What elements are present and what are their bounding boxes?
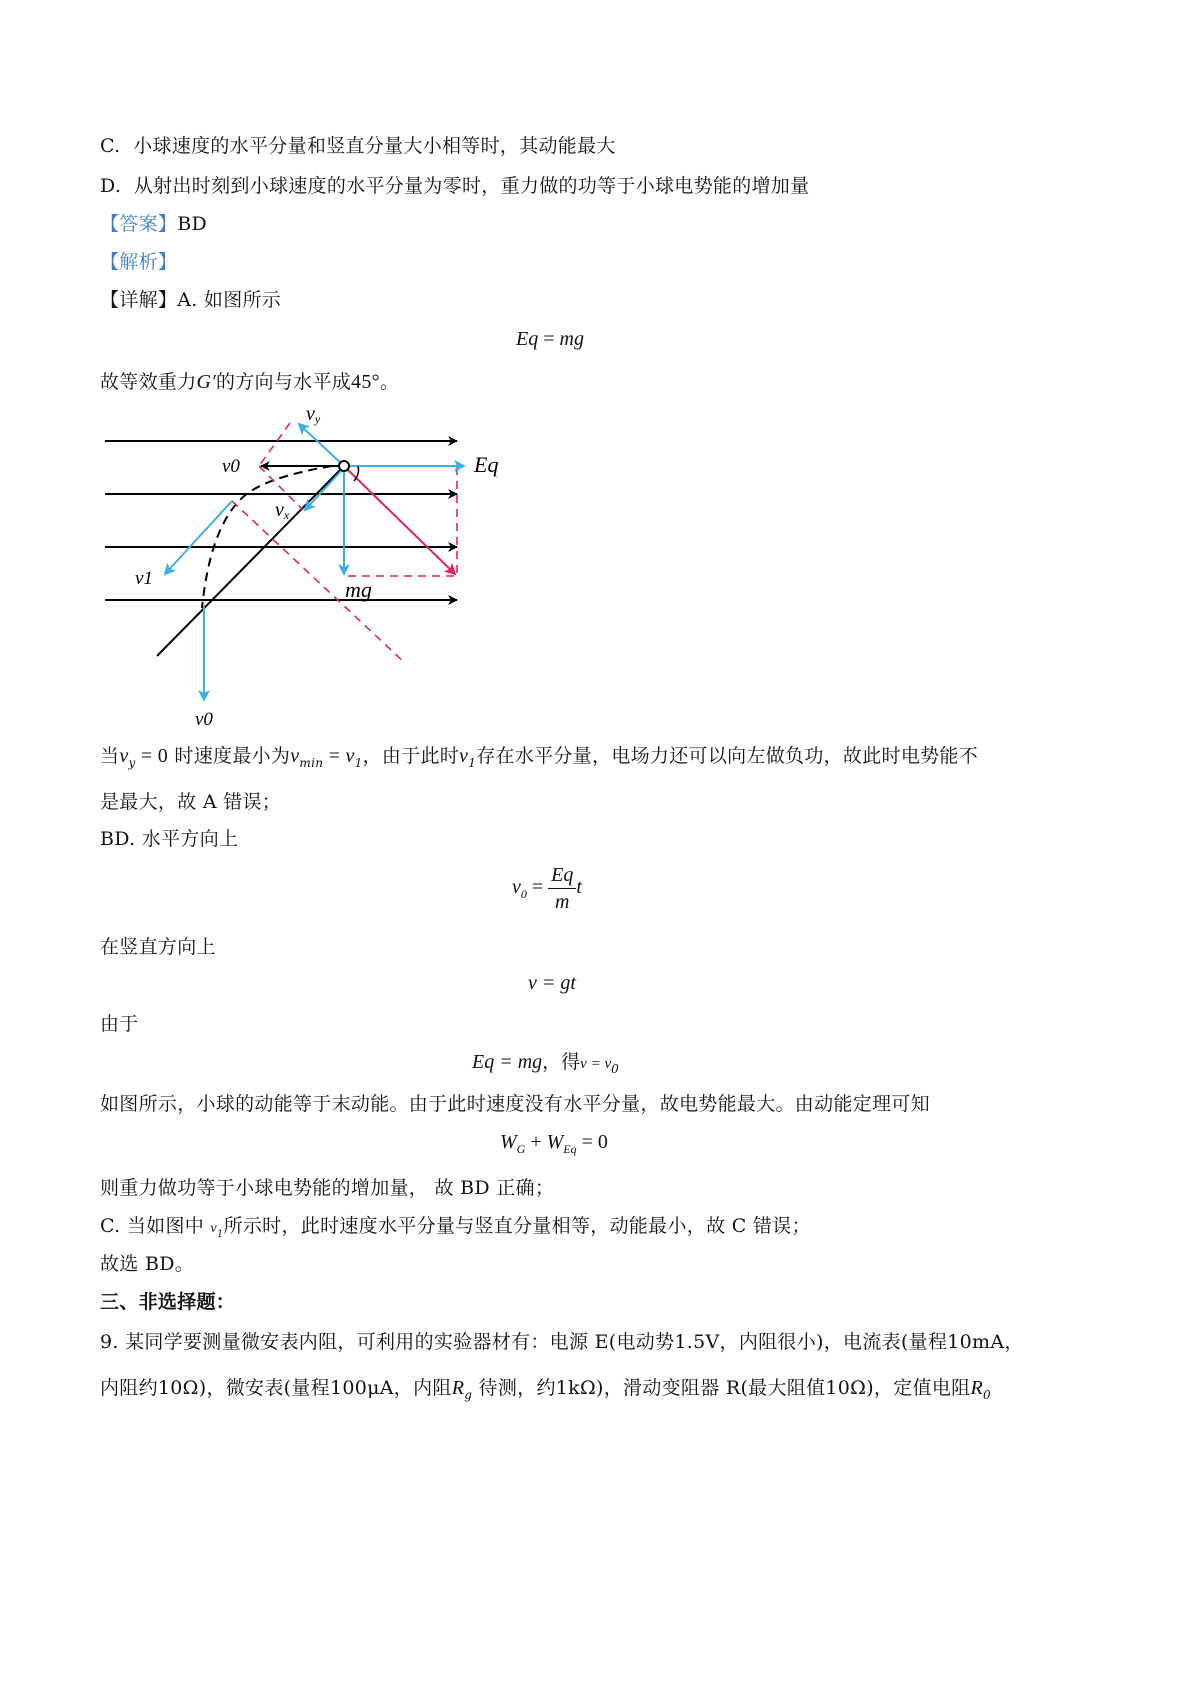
eq5-w2-sub: Eq xyxy=(563,1142,577,1156)
paragraph-c-wrong xyxy=(100,1214,811,1247)
p1-eq: = xyxy=(323,745,346,767)
label-v1: v1 xyxy=(135,568,153,589)
p1-vmin-sub: min xyxy=(299,756,324,770)
p1-v1: v xyxy=(345,745,355,767)
p1-v1b: v xyxy=(459,745,469,767)
paragraph-bd-correct: 则重力做功等于小球电势能的增加量， 故 BD 正确； xyxy=(100,1177,555,1199)
p8-sub: 1 xyxy=(216,1229,224,1240)
eq2-fraction xyxy=(548,862,576,915)
paragraph-bd-horizontal: BD. 水平方向上 xyxy=(100,828,239,850)
force-velocity-diagram xyxy=(100,400,520,740)
label-v0-bottom: v0 xyxy=(195,709,213,730)
paragraph-choose-bd: 故选 BD。 xyxy=(100,1253,195,1275)
label-v0-top: v0 xyxy=(222,456,240,477)
g-prime-symbol: G′ xyxy=(196,371,216,393)
p1-a: 当 xyxy=(100,745,120,767)
q9-rg-sub: g xyxy=(464,1388,473,1402)
g-prime-line xyxy=(100,370,399,394)
paragraph-because: 由于 xyxy=(100,1013,139,1035)
vy-arrow xyxy=(299,424,344,466)
vx-arrow xyxy=(305,470,342,510)
q9-rg: R xyxy=(451,1377,465,1399)
label-vy: vy xyxy=(306,403,321,426)
eq4-rhs: v = v xyxy=(580,1056,612,1072)
analysis-tag: 【解析】 xyxy=(100,251,178,273)
eq5-w2: W xyxy=(546,1131,564,1153)
equation-work xyxy=(500,1130,608,1161)
red-dashed-1 xyxy=(259,423,290,466)
eq5-w1-sub: G xyxy=(516,1142,526,1156)
eq2-den: m xyxy=(555,891,570,913)
resultant-arrow xyxy=(348,470,455,574)
eq4-mid: ，得 xyxy=(542,1051,581,1073)
q9-r0: R xyxy=(970,1377,983,1399)
paragraph-a-wrong: 是最大，故 A 错误； xyxy=(100,791,282,813)
equation-eq-mg xyxy=(516,327,584,351)
p1-v1-sub: 1 xyxy=(354,756,363,770)
option-c-label: C. xyxy=(100,135,121,157)
q9-line2-b: 待测，约1kΩ)，滑动变阻器 R(最大阻值10Ω)，定值电阻 xyxy=(472,1377,971,1399)
paragraph-kinetic: 如图所示，小球的动能等于末动能。由于此时速度没有水平分量，故电势能最大。由动能定理可知 xyxy=(100,1093,930,1115)
eq2-op: = xyxy=(531,876,544,899)
detail-tag: 【详解】 xyxy=(100,289,178,311)
red-dashed-3 xyxy=(232,501,405,663)
eq2-num: Eq xyxy=(548,862,576,889)
option-c xyxy=(100,134,616,158)
ball xyxy=(339,461,349,471)
label-eq: Eq xyxy=(474,452,499,477)
answer-value: BD xyxy=(177,213,207,235)
equation-v0 xyxy=(512,862,582,915)
v1-arrow xyxy=(165,501,232,574)
p1-eq0: = 0 xyxy=(135,745,169,767)
option-d-label: D. xyxy=(100,175,122,197)
detail-intro: A. 如图所示 xyxy=(177,289,282,311)
p8-v: v xyxy=(210,1221,217,1236)
eq4-rhs-sub: 0 xyxy=(611,1062,619,1076)
equation-v-gt: v = gt xyxy=(528,972,576,994)
p8-a: C. 当如图中 xyxy=(100,1215,211,1237)
option-d xyxy=(100,174,809,198)
detail-line xyxy=(100,288,281,312)
p1-b: 时速度最小为 xyxy=(168,745,291,767)
p1-v1b-sub: 1 xyxy=(468,756,477,770)
p1-c: ，由于此时 xyxy=(362,745,460,767)
p1-vy: v xyxy=(119,745,129,767)
eq5-w1: W xyxy=(500,1131,517,1153)
q9-r0-sub: 0 xyxy=(982,1388,991,1402)
g-prime-post: 的方向与水平成 xyxy=(215,371,352,393)
eq1-rhs: mg xyxy=(559,328,584,350)
analysis-line xyxy=(100,250,177,274)
eq5-tail: = 0 xyxy=(576,1131,608,1153)
equation-eq-mg-2 xyxy=(472,1050,619,1081)
eq4-lhs: Eq = mg xyxy=(472,1051,543,1073)
option-d-text: 从射出时刻到小球速度的水平分量为零时，重力做的功等于小球电势能的增加量 xyxy=(133,175,810,197)
answer-line xyxy=(100,212,207,236)
eq2-lhs: v xyxy=(512,876,521,899)
answer-tag: 【答案】 xyxy=(100,213,178,235)
eq1-lhs: Eq xyxy=(516,328,539,350)
p1-vy-sub: y xyxy=(128,756,136,770)
p1-d: 存在水平分量，电场力还可以向左做负功，故此时电势能不 xyxy=(476,745,979,767)
paragraph-vertical: 在竖直方向上 xyxy=(100,936,216,958)
section-title: 三、非选择题： xyxy=(100,1291,236,1313)
p1-vmin: v xyxy=(290,745,300,767)
question-9-line-1: 9. 某同学要测量微安表内阻，可利用的实验器材有：电源 E(电动势1.5V，内阻很小)，电流表(量程10mA， xyxy=(100,1331,1024,1353)
label-vx: vx xyxy=(275,499,290,522)
angle-value: 45° xyxy=(351,371,380,393)
option-c-text: 小球速度的水平分量和竖直分量大小相等时，其动能最大 xyxy=(133,135,616,157)
eq5-plus: + xyxy=(525,1131,547,1153)
label-mg: mg xyxy=(345,577,372,602)
g-prime-end: 。 xyxy=(379,371,400,393)
question-9-line-2 xyxy=(100,1376,991,1407)
paragraph-vmin xyxy=(100,744,978,775)
eq2-tail: t xyxy=(576,876,582,899)
p8-b: 所示时，此时速度水平分量与竖直分量相等，动能最小，故 C 错误； xyxy=(223,1215,811,1237)
trajectory-dashed xyxy=(202,466,332,608)
eq1-op: = xyxy=(543,328,555,350)
g-prime-pre: 故等效重力 xyxy=(100,371,197,393)
q9-line2-a: 内阻约10Ω)，微安表(量程100μA，内阻 xyxy=(100,1377,452,1399)
eq2-lhs-sub: 0 xyxy=(520,887,527,902)
